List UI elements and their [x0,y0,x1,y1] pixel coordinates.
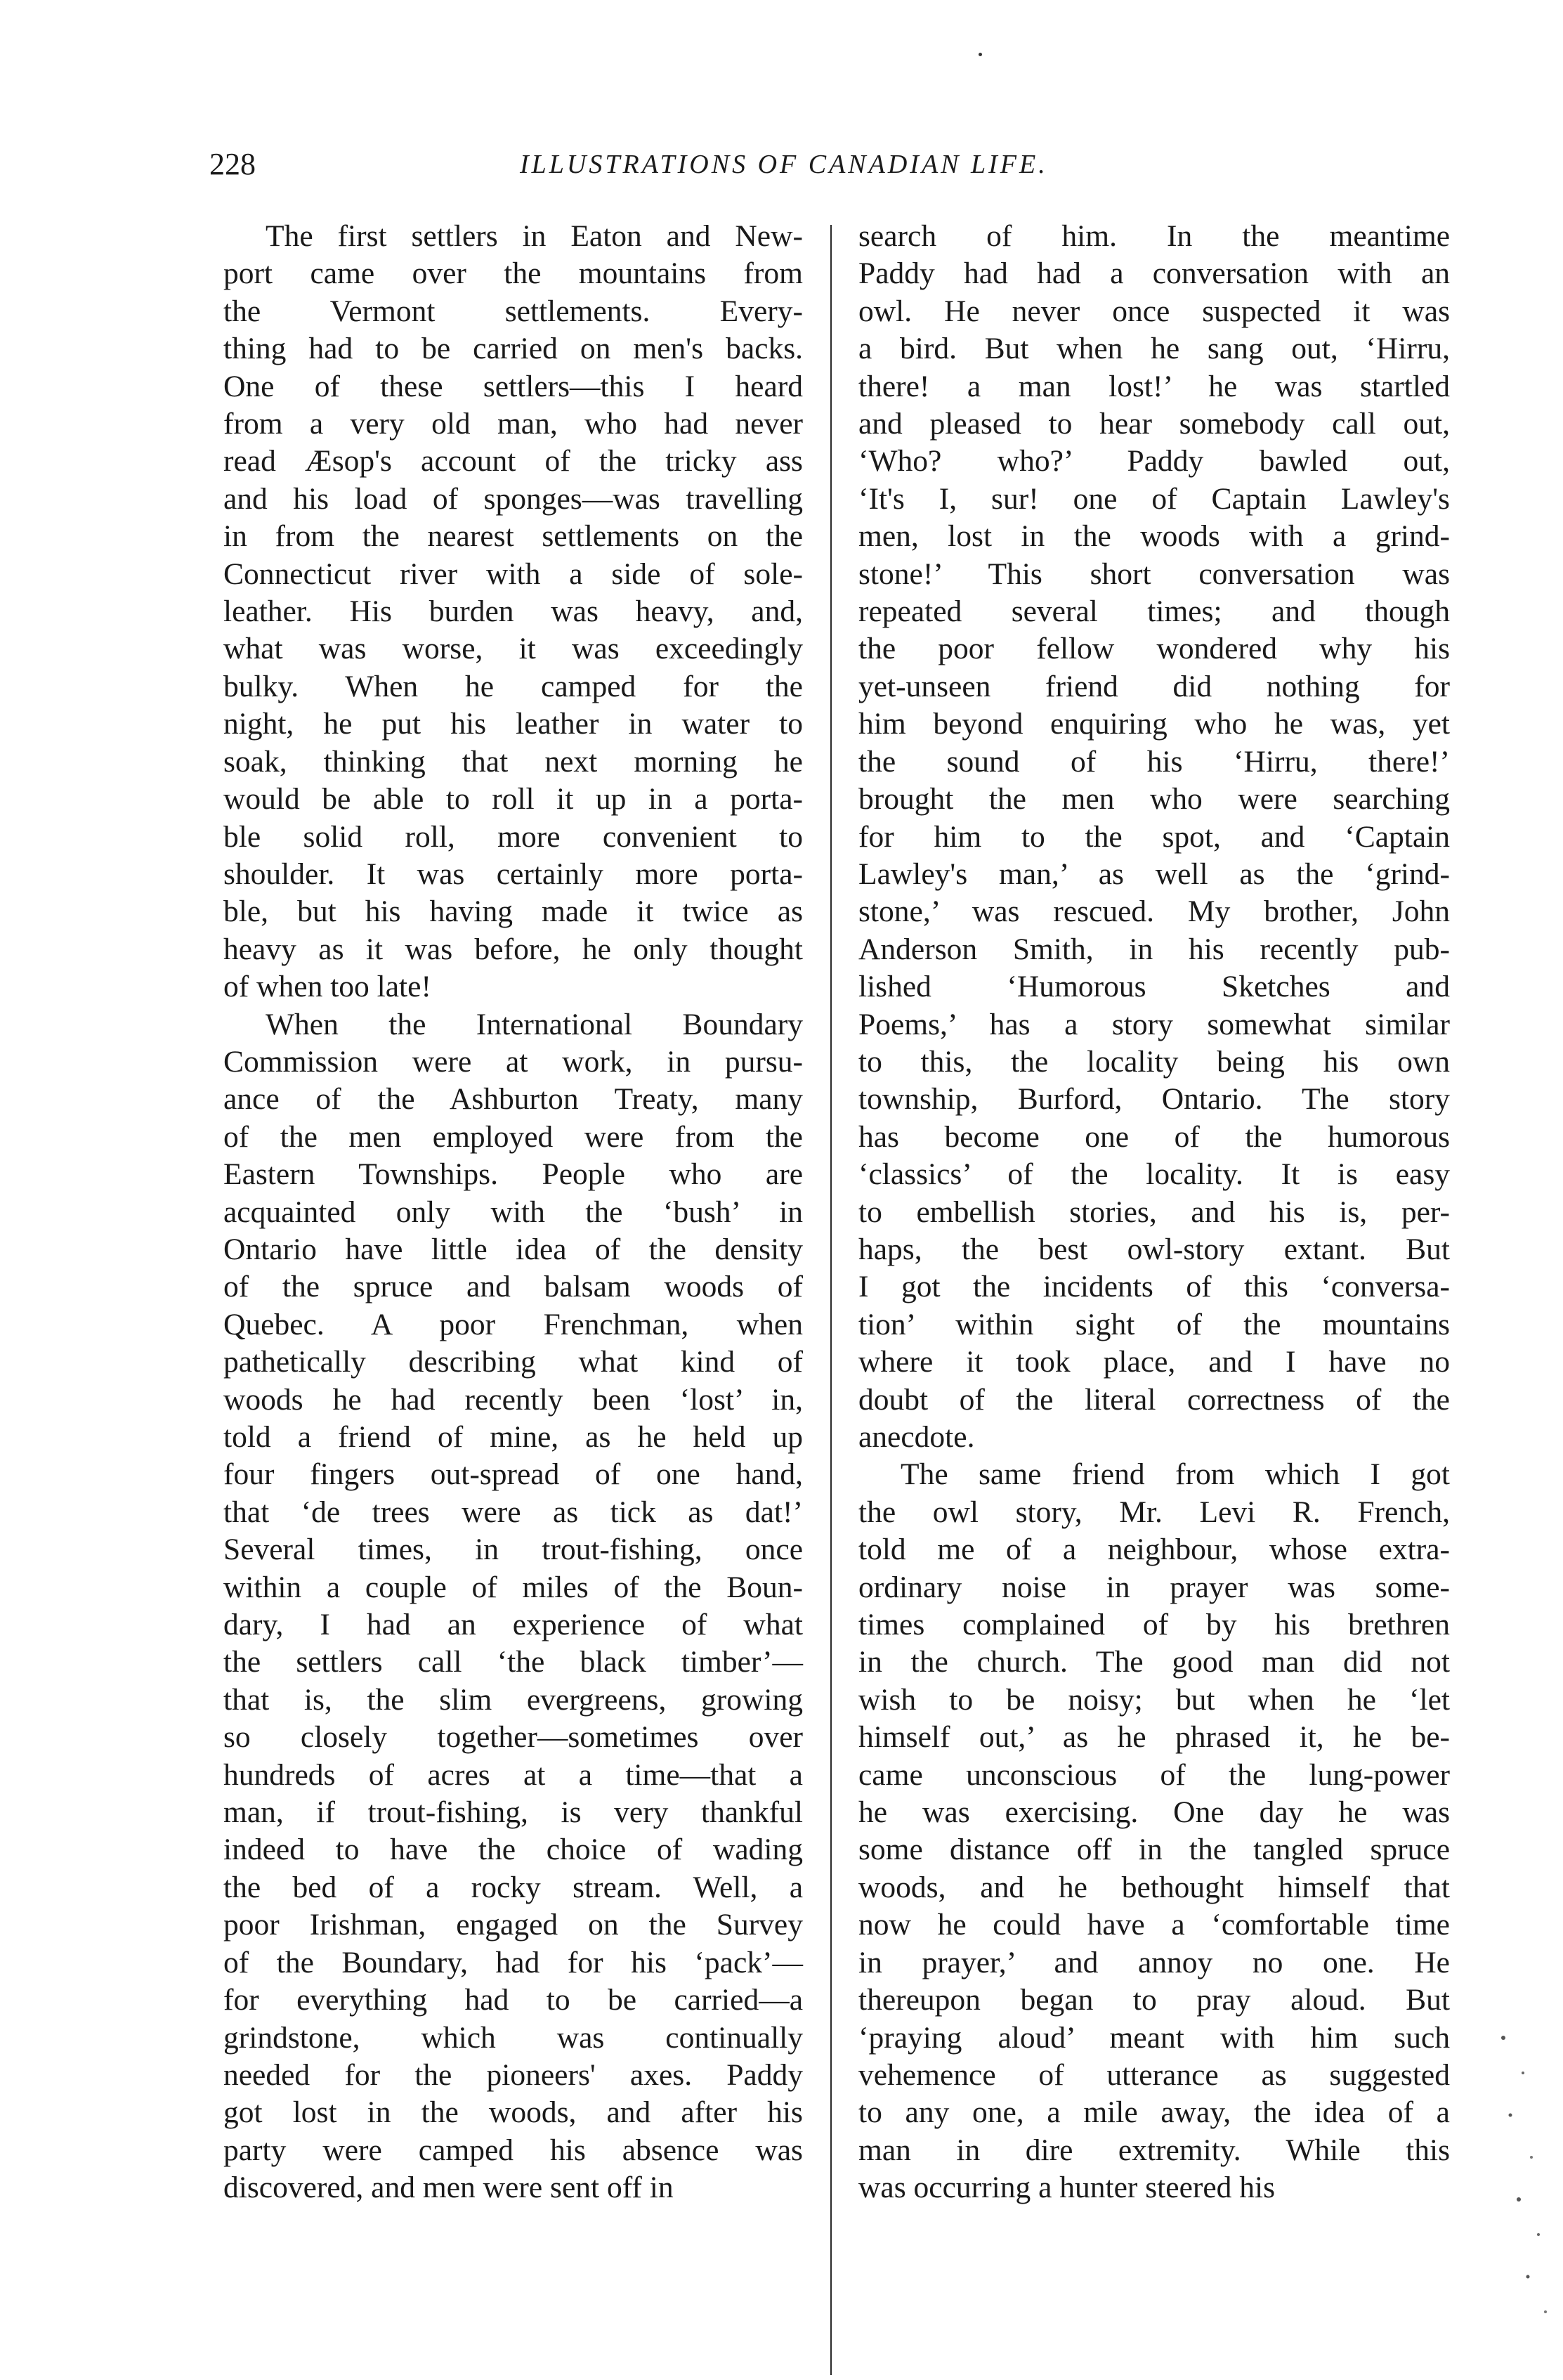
text-line: ordinary noise in prayer was some- [858,1570,1450,1604]
text-line: some distance off in the tangled spruce [858,1833,1450,1867]
text-line: acquainted only with the ‘bush’ in [223,1195,803,1229]
text-line: four fingers out-spread of one hand, [223,1457,803,1492]
text-line: tion’ within sight of the mountains [858,1307,1450,1341]
right-text-column [858,218,1450,2207]
text-line: thing had to be carried on men's backs. [223,332,803,366]
text-line: party were camped his absence was [223,2133,803,2167]
text-line: shoulder. It was certainly more porta- [223,857,803,891]
text-line: times complained of by his brethren [858,1608,1450,1642]
text-line: a bird. But when he sang out, ‘Hirru, [858,332,1450,366]
text-line: told a friend of mine, as he held up [223,1420,803,1454]
text-line: the poor fellow wondered why his [858,632,1450,666]
text-line: dary, I had an experience of what [223,1608,803,1642]
text-line: ‘Who? who?’ Paddy bawled out, [858,444,1450,479]
text-line: of when too late! [223,970,431,1004]
text-line: of the men employed were from the [223,1119,803,1154]
text-line: from a very old man, who had never [223,407,803,441]
text-line: lished ‘Humorous Sketches and [858,970,1450,1004]
text-line: Quebec. A poor Frenchman, when [223,1307,803,1341]
text-line: was occurring a hunter steered his [858,2171,1276,2205]
text-line: in prayer,’ and annoy no one. He [858,1945,1450,1979]
text-line: leather. His burden was heavy, and, [223,594,803,629]
text-line: anecdote. [858,1420,975,1454]
text-line: in the church. The good man did not [858,1645,1450,1679]
text-line: to any one, a mile away, the idea of a [858,2095,1450,2130]
text-line: that ‘de trees were as tick as dat!’ [223,1495,803,1529]
text-line: haps, the best owl-story extant. But [858,1232,1450,1266]
text-line: got lost in the woods, and after his [223,2095,803,2130]
text-line: woods, and he bethought himself that [858,1870,1450,1904]
text-line: the owl story, Mr. Levi R. French, [858,1495,1450,1529]
text-line: now he could have a ‘comfortable time [858,1908,1450,1942]
text-line: the bed of a rocky stream. Well, a [223,1870,803,1904]
text-line: what was worse, it was exceedingly [223,632,803,666]
text-line: pathetically describing what kind of [223,1345,803,1379]
text-line: vehemence of utterance as suggested [858,2057,1450,2092]
margin-specks [1489,2010,1559,2361]
text-line: doubt of the literal correctness of the [858,1382,1450,1417]
text-line: Paddy had had a conversation with an [858,256,1450,291]
text-line: Poems,’ has a story somewhat similar [858,1007,1450,1041]
page-number: 228 [209,147,256,181]
text-line: Connecticut river with a side of sole- [223,557,803,591]
text-line: to this, the locality being his own [858,1044,1450,1079]
text-line: woods he had recently been ‘lost’ in, [223,1382,803,1417]
text-line: ‘classics’ of the locality. It is easy [858,1157,1450,1192]
text-line: told me of a neighbour, whose extra- [858,1533,1450,1567]
text-line: the sound of his ‘Hirru, there!’ [858,744,1450,779]
text-line: brought the men who were searching [858,782,1450,817]
text-line: so closely together—sometimes over [223,1720,803,1755]
text-line: Commission were at work, in pursu- [223,1044,803,1079]
column-divider [830,225,832,2375]
print-speck [979,53,982,56]
text-line: I got the incidents of this ‘conversa- [858,1270,1450,1304]
text-line: ‘It's I, sur! one of Captain Lawley's [858,481,1450,516]
text-line: read Æsop's account of the tricky ass [223,444,803,479]
text-line: in from the nearest settlements on the [223,519,803,554]
text-line: One of these settlers—this I heard [223,369,803,403]
text-line: yet-unseen friend did nothing for [858,669,1450,703]
text-line: that is, the slim evergreens, growing [223,1682,803,1717]
text-line: township, Burford, Ontario. The story [858,1082,1450,1117]
text-line: the Vermont settlements. Every- [223,294,803,328]
text-line: poor Irishman, engaged on the Survey [223,1908,803,1942]
text-line: ble, but his having made it twice as [223,895,803,929]
text-line: Eastern Townships. People who are [223,1157,803,1192]
left-text-column [223,218,803,2207]
text-line: where it took place, and I have no [858,1345,1450,1379]
text-line: of the Boundary, had for his ‘pack’— [223,1945,803,1979]
text-line: man, if trout-fishing, is very thankful [223,1795,803,1830]
text-line: Several times, in trout-fishing, once [223,1533,803,1567]
text-line: soak, thinking that next morning he [223,744,803,779]
running-title: ILLUSTRATIONS OF CANADIAN LIFE. [520,150,1048,179]
text-line: When the International Boundary [266,1007,803,1041]
text-line: stone,’ was rescued. My brother, John [858,895,1450,929]
text-line: for him to the spot, and ‘Captain [858,819,1450,854]
text-line: within a couple of miles of the Boun- [223,1570,803,1604]
text-line: has become one of the humorous [858,1119,1450,1154]
text-line: The first settlers in Eaton and New- [266,219,803,253]
text-line: men, lost in the woods with a grind- [858,519,1450,554]
text-line: came unconscious of the lung-power [858,1757,1450,1792]
text-line: needed for the pioneers' axes. Paddy [223,2057,803,2092]
text-line: The same friend from which I got [901,1457,1450,1492]
text-line: wish to be noisy; but when he ‘let [858,1682,1450,1717]
text-line: and pleased to hear somebody call out, [858,407,1450,441]
text-line: indeed to have the choice of wading [223,1833,803,1867]
text-line: thereupon began to pray aloud. But [858,1983,1450,2017]
text-line: owl. He never once suspected it was [858,294,1450,328]
text-line: himself out,’ as he phrased it, he be- [858,1720,1450,1755]
text-line: ‘praying aloud’ meant with him such [858,2020,1450,2055]
text-line: discovered, and men were sent off in [223,2171,674,2205]
text-line: for everything had to be carried—a [223,1983,803,2017]
text-line: Anderson Smith, in his recently pub- [858,932,1450,966]
text-line: ble solid roll, more convenient to [223,819,803,854]
text-line: hundreds of acres at a time—that a [223,1757,803,1792]
text-line: ance of the Ashburton Treaty, many [223,1082,803,1117]
text-line: there! a man lost!’ he was startled [858,369,1450,403]
text-line: heavy as it was before, he only thought [223,932,803,966]
text-line: repeated several times; and though [858,594,1450,629]
text-line: of the spruce and balsam woods of [223,1270,803,1304]
text-line: would be able to roll it up in a porta- [223,782,803,817]
text-line: night, he put his leather in water to [223,707,803,741]
text-line: bulky. When he camped for the [223,669,803,703]
text-line: Ontario have little idea of the density [223,1232,803,1266]
text-line: the settlers call ‘the black timber’— [223,1645,803,1679]
text-line: stone!’ This short conversation was [858,557,1450,591]
text-line: and his load of sponges—was travelling [223,481,803,516]
text-line: port came over the mountains from [223,256,803,291]
text-line: to embellish stories, and his is, per- [858,1195,1450,1229]
text-line: man in dire extremity. While this [858,2133,1450,2167]
text-line: he was exercising. One day he was [858,1795,1450,1830]
text-line: him beyond enquiring who he was, yet [858,707,1450,741]
text-line: search of him. In the meantime [858,219,1450,253]
text-line: grindstone, which was continually [223,2020,803,2055]
page-header [0,139,1563,190]
text-line: Lawley's man,’ as well as the ‘grind- [858,857,1450,891]
